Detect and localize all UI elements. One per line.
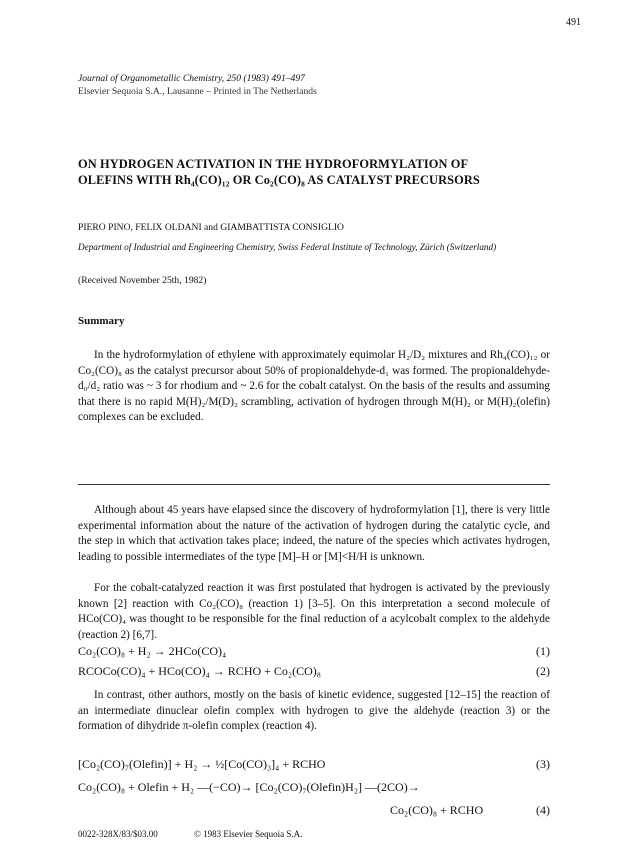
body-paragraph-1: Although about 45 years have elapsed since the discovery of hydroformylation [1], there is very little experimental information about the nature of the activation of hydrogen during the catalytic cycle, and the step in which that activation takes place; indeed, the nature of the species which activates hydrogen, leading to possible intermediates of the type [M]–H or [M]<H/H is unknown.	[78, 504, 550, 563]
footer-code: 0022-328X/83/$03.00	[78, 829, 158, 839]
body-paragraph-3: In contrast, other authors, mostly on the basis of kinetic evidence, suggested [12–15] the reaction of an intermediate dinuclear olefin complex with hydrogen to give the aldehyde (reaction 3) or the formation of dihydride π-olefin complex (reaction 4).	[78, 689, 550, 733]
received-date: (Received November 25th, 1982)	[78, 275, 207, 286]
journal-info	[78, 72, 317, 98]
title-line-1: ON HYDROGEN ACTIVATION IN THE HYDROFORMYLATION OF	[78, 157, 469, 171]
journal-citation: Journal of Organometallic Chemistry, 250 (1983) 491–497	[78, 73, 305, 84]
section-divider	[78, 484, 550, 485]
equation-2-text: RCOCo(CO)₄ + HCo(CO)₄ → RCHO + Co₂(CO)₈	[78, 664, 321, 678]
equation-1	[78, 644, 550, 659]
equation-3-text: [Co₂(CO)₇(Olefin)] + H₂ → ½[Co(CO)₃]₄ + RCHO	[78, 757, 326, 771]
title-line-2: OLEFINS WITH Rh₄(CO)₁₂ OR Co₂(CO)₈ AS CATALYST PRECURSORS	[78, 173, 480, 187]
authors: PIERO PINO, FELIX OLDANI and GIAMBATTISTA CONSIGLIO	[78, 222, 344, 233]
page-footer	[78, 829, 336, 839]
equation-3-number: (3)	[536, 757, 550, 771]
equation-4a	[78, 780, 550, 795]
body-paragraph-2: For the cobalt-catalyzed reaction it was first postulated that hydrogen is activated by the previously known [2] reaction with Co₂(CO)₈ (reaction 1) [3–5]. On this interpretation a second molecule of HCo(CO)₄ was thought to be responsible for the final reduction of a acylcobalt complex to the aldehyde (reaction 2) [6,7].	[78, 582, 550, 641]
equation-4a-text: Co₂(CO)₈ + Olefin + H₂ —(−CO)→ [Co₂(CO)₇(Olefin)H₂] —(2CO)→	[78, 780, 420, 794]
equation-2-number: (2)	[536, 664, 550, 678]
equation-4b-text: Co₂(CO)₈ + RCHO	[390, 803, 484, 817]
equation-1-number: (1)	[536, 644, 550, 658]
summary-text: In the hydroformylation of ethylene with approximately equimolar H₂/D₂ mixtures and Rh₄(CO)₁₂ or Co₂(CO)₈ as the catalyst precursor about 50% of propionaldehyde-d₁ was formed. The propionaldehyde-d₀/d₂ ratio was ~ 3 for rhodium and ~ 2.6 for the cobalt catalyst. On the basis of the results and assuming that there is no rapid M(H)₂/M(D)₂ scrambling, activation of hydrogen through M(H)₂ or M(H)₂(olefin) complexes can be excluded.	[78, 349, 550, 424]
equation-1-text: Co₂(CO)₈ + H₂ → 2HCo(CO)₄	[78, 644, 227, 658]
page-number: 491	[566, 17, 581, 28]
equation-2	[78, 664, 550, 679]
equation-3	[78, 757, 550, 772]
article-title	[78, 156, 548, 188]
summary-heading: Summary	[78, 315, 125, 327]
affiliation: Department of Industrial and Engineering Chemistry, Swiss Federal Institute of Technology, Zürich (Switzerland)	[78, 242, 497, 252]
publisher-line: Elsevier Sequoia S.A., Lausanne – Printed in The Netherlands	[78, 86, 317, 97]
equation-4-number: (4)	[536, 803, 550, 817]
footer-copyright: © 1983 Elsevier Sequoia S.A.	[194, 829, 303, 839]
